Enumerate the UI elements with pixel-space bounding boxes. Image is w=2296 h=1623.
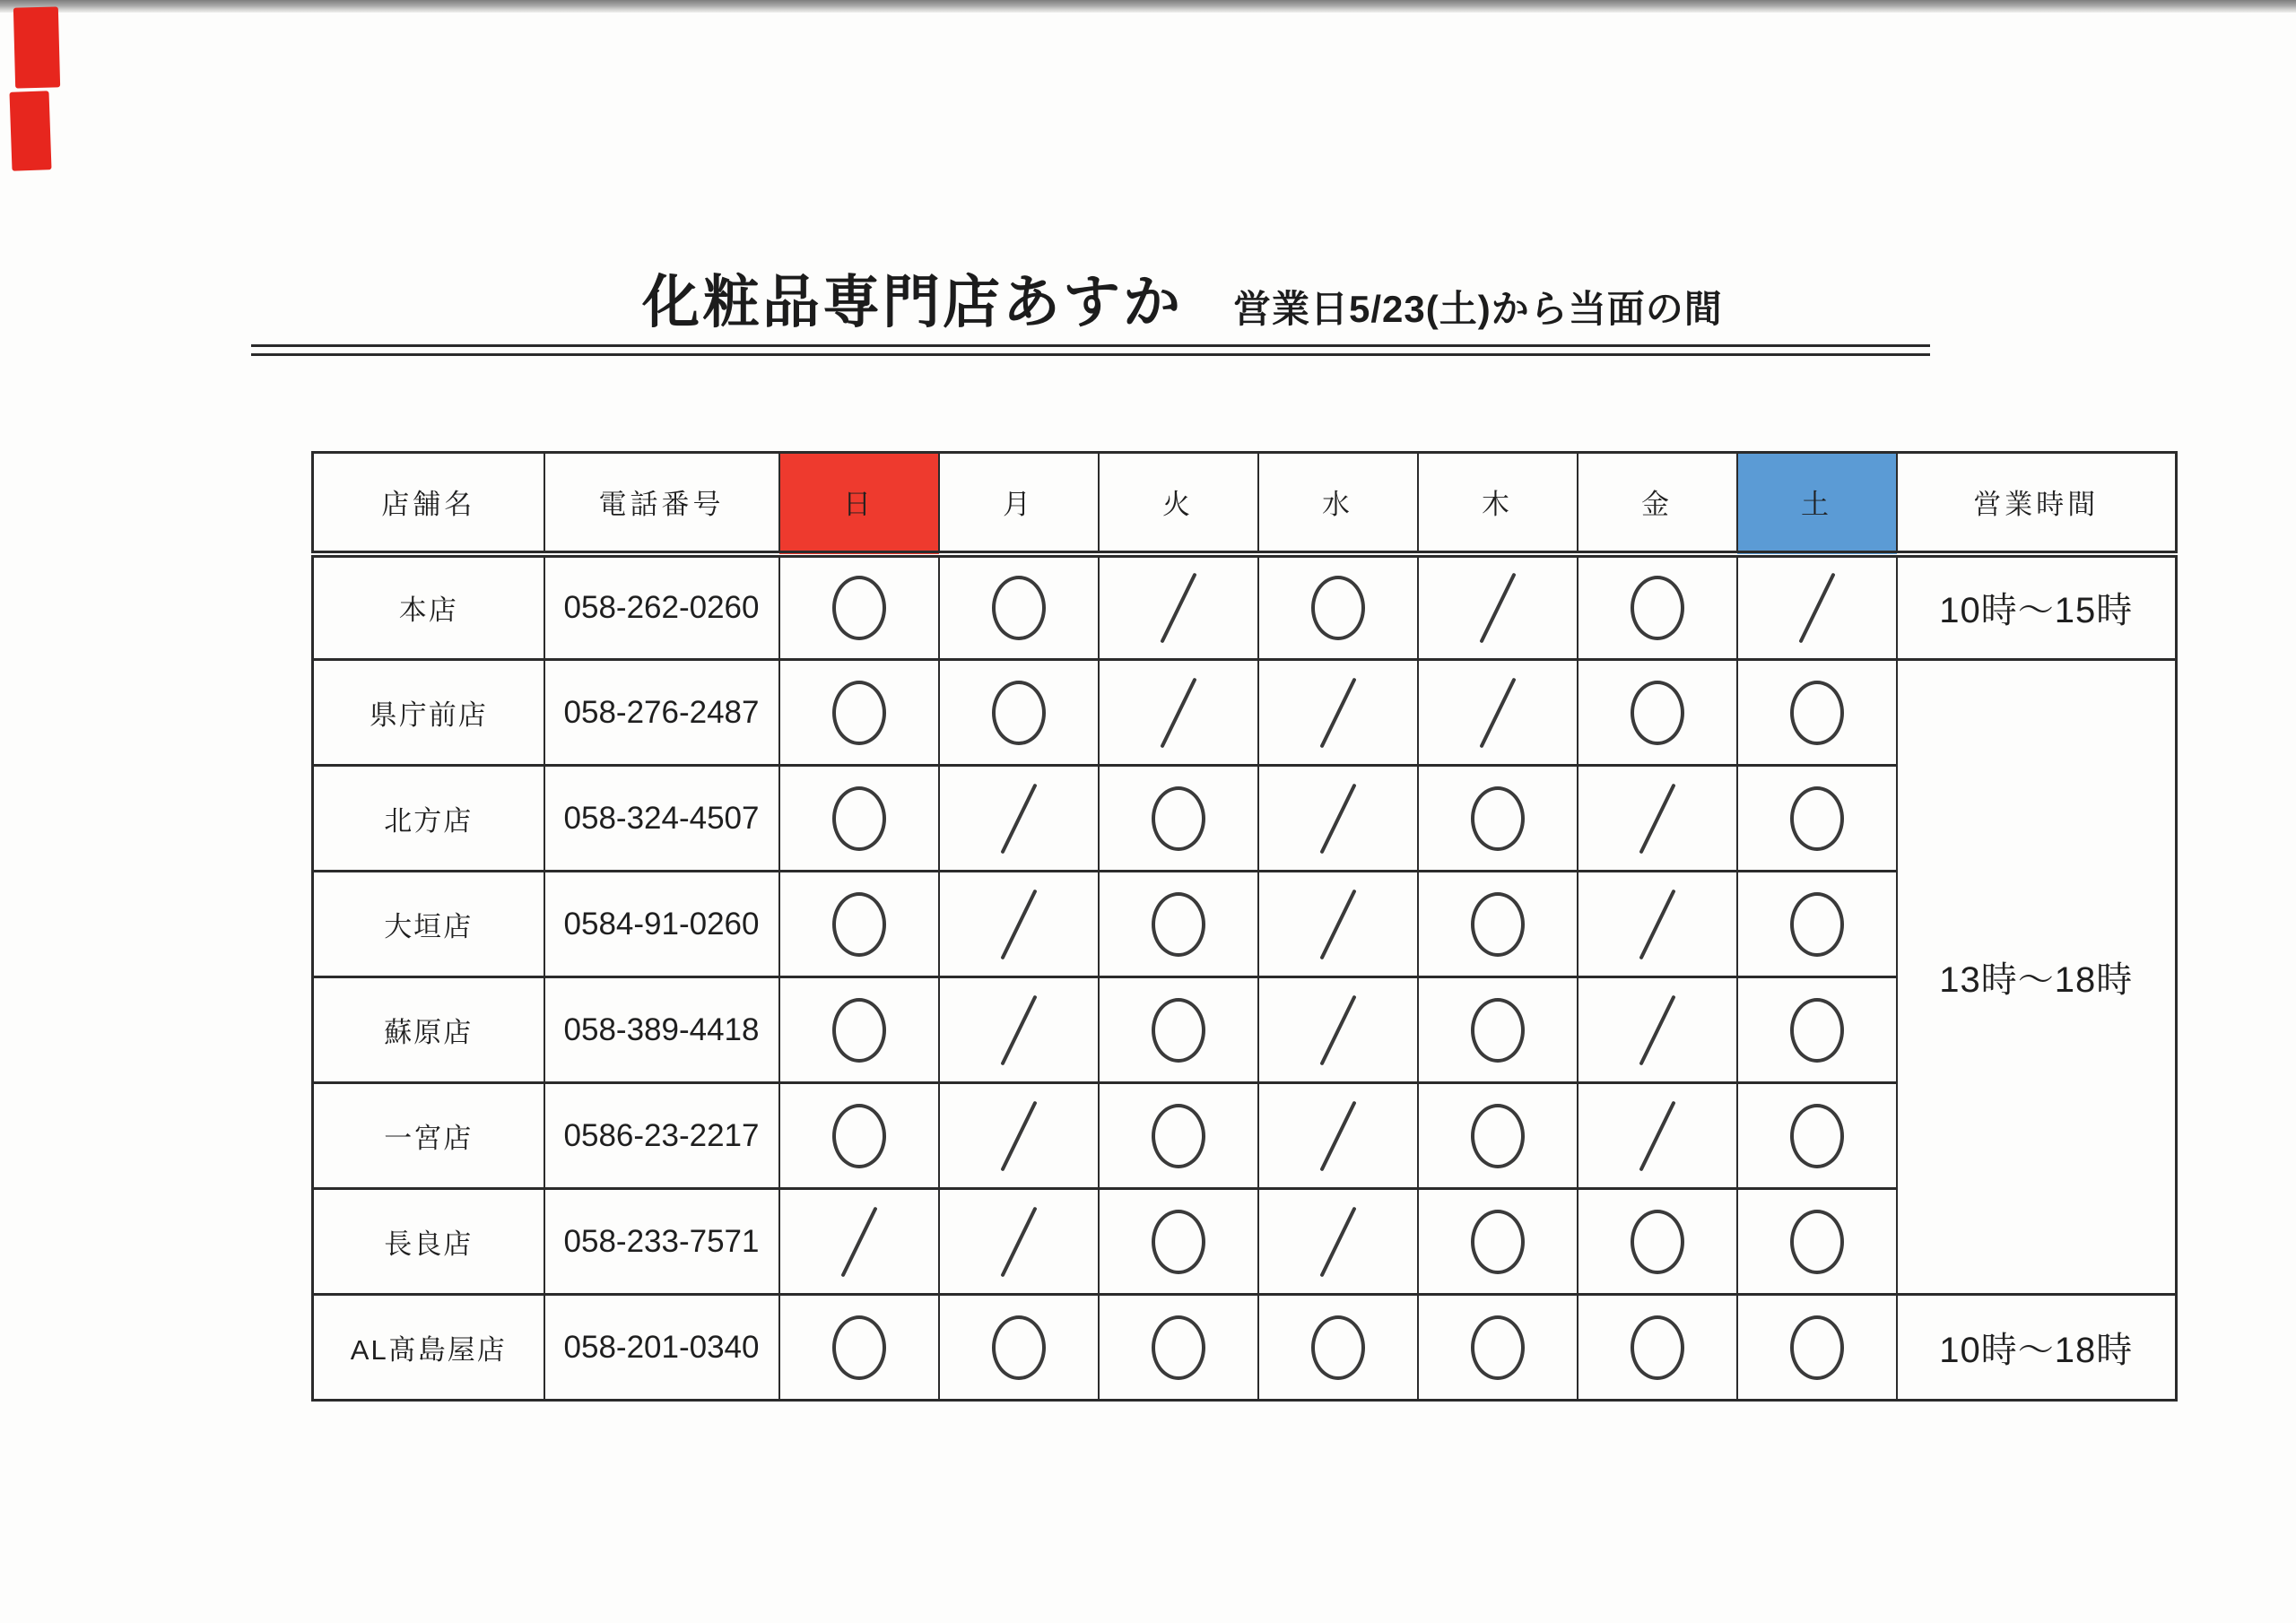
day-status-cell <box>939 660 1099 766</box>
open-circle-mark <box>832 1315 886 1380</box>
open-circle-mark <box>1631 1315 1684 1380</box>
day-status-cell <box>1418 554 1578 660</box>
open-circle-mark <box>832 681 886 745</box>
day-status-cell <box>1099 1083 1258 1189</box>
day-status-cell <box>1737 554 1897 660</box>
closed-slash-mark <box>1000 889 1037 959</box>
open-circle-mark <box>1152 1210 1205 1274</box>
day-status-cell <box>939 1083 1099 1189</box>
header-saturday: 土 <box>1737 453 1897 554</box>
day-status-cell <box>779 1295 939 1401</box>
day-status-cell <box>1099 660 1258 766</box>
closed-slash-mark <box>1160 572 1196 643</box>
day-status-cell <box>1737 1295 1897 1401</box>
store-name-cell: 長良店 <box>313 1189 544 1295</box>
day-status-cell <box>1099 977 1258 1083</box>
open-circle-mark <box>1152 892 1205 957</box>
day-status-cell <box>1578 1189 1737 1295</box>
open-circle-mark <box>1631 681 1684 745</box>
open-circle-mark <box>832 1104 886 1168</box>
closed-slash-mark <box>1639 1100 1675 1171</box>
closed-slash-mark <box>1319 994 1356 1065</box>
day-status-cell <box>1418 977 1578 1083</box>
header-phone: 電話番号 <box>544 453 779 554</box>
day-status-cell <box>1578 1083 1737 1189</box>
closed-slash-mark <box>1479 677 1516 748</box>
phone-number-cell: 058-276-2487 <box>544 660 779 766</box>
store-name-cell: 本店 <box>313 554 544 660</box>
phone-number-cell: 058-201-0340 <box>544 1295 779 1401</box>
day-status-cell <box>1418 1083 1578 1189</box>
header-monday: 月 <box>939 453 1099 554</box>
open-circle-mark <box>1152 1315 1205 1380</box>
store-schedule-table <box>311 451 2178 1402</box>
open-circle-mark <box>1152 786 1205 851</box>
open-circle-mark <box>1790 786 1844 851</box>
open-circle-mark <box>1790 1315 1844 1380</box>
day-status-cell <box>1258 1083 1418 1189</box>
header-wednesday: 水 <box>1258 453 1418 554</box>
day-status-cell <box>779 766 939 872</box>
day-status-cell <box>1418 872 1578 977</box>
day-status-cell <box>1258 766 1418 872</box>
store-name-cell: 北方店 <box>313 766 544 872</box>
day-status-cell <box>1737 766 1897 872</box>
table-body <box>313 554 2177 1401</box>
closed-slash-mark <box>1639 889 1675 959</box>
day-status-cell <box>939 766 1099 872</box>
page-subtitle: 営業日5/23(土)から当面の間 <box>1233 288 1723 330</box>
day-status-cell <box>779 977 939 1083</box>
closed-slash-mark <box>1000 994 1037 1065</box>
phone-number-cell: 0586-23-2217 <box>544 1083 779 1189</box>
day-status-cell <box>1418 660 1578 766</box>
day-status-cell <box>779 1083 939 1189</box>
closed-slash-mark <box>1639 783 1675 854</box>
page-title: 化粧品専門店あすか <box>642 270 1183 334</box>
phone-number-cell: 058-324-4507 <box>544 766 779 872</box>
day-status-cell <box>1258 977 1418 1083</box>
open-circle-mark <box>1790 1210 1844 1274</box>
header-tuesday: 火 <box>1099 453 1258 554</box>
business-hours-cell: 10時〜15時 <box>1897 554 2177 660</box>
day-status-cell <box>1737 1189 1897 1295</box>
closed-slash-mark <box>1319 889 1356 959</box>
table-row <box>313 554 2177 660</box>
closed-slash-mark <box>1160 677 1196 748</box>
header-sunday: 日 <box>779 453 939 554</box>
day-status-cell <box>1099 766 1258 872</box>
day-status-cell <box>1258 872 1418 977</box>
day-status-cell <box>779 554 939 660</box>
phone-number-cell: 058-389-4418 <box>544 977 779 1083</box>
day-status-cell <box>779 1189 939 1295</box>
business-hours-merged-cell: 13時〜18時 <box>1897 660 2177 1295</box>
closed-slash-mark <box>840 1206 877 1277</box>
header-thursday: 木 <box>1418 453 1578 554</box>
day-status-cell <box>1099 554 1258 660</box>
day-status-cell <box>939 977 1099 1083</box>
open-circle-mark <box>1471 1210 1525 1274</box>
document-header <box>642 256 1723 339</box>
store-name-cell: 大垣店 <box>313 872 544 977</box>
closed-slash-mark <box>1000 1206 1037 1277</box>
header-store-name: 店舗名 <box>313 453 544 554</box>
day-status-cell <box>1578 660 1737 766</box>
open-circle-mark <box>1471 786 1525 851</box>
day-status-cell <box>1418 766 1578 872</box>
closed-slash-mark <box>1319 783 1356 854</box>
closed-slash-mark <box>1639 994 1675 1065</box>
day-status-cell <box>939 1295 1099 1401</box>
closed-slash-mark <box>1319 1206 1356 1277</box>
open-circle-mark <box>1790 681 1844 745</box>
closed-slash-mark <box>1319 677 1356 748</box>
header-hours: 営業時間 <box>1897 453 2177 554</box>
open-circle-mark <box>1152 1104 1205 1168</box>
open-circle-mark <box>1790 998 1844 1063</box>
table-row <box>313 660 2177 766</box>
day-status-cell <box>1258 554 1418 660</box>
open-circle-mark <box>1471 998 1525 1063</box>
day-status-cell <box>1578 977 1737 1083</box>
open-circle-mark <box>1311 1315 1365 1380</box>
store-name-cell: 蘇原店 <box>313 977 544 1083</box>
day-status-cell <box>1737 977 1897 1083</box>
open-circle-mark <box>992 681 1046 745</box>
phone-number-cell: 0584-91-0260 <box>544 872 779 977</box>
store-name-cell: AL髙島屋店 <box>313 1295 544 1401</box>
table-header-row <box>313 453 2177 554</box>
phone-number-cell: 058-233-7571 <box>544 1189 779 1295</box>
open-circle-mark <box>1631 1210 1684 1274</box>
open-circle-mark <box>832 998 886 1063</box>
day-status-cell <box>939 1189 1099 1295</box>
open-circle-mark <box>1790 1104 1844 1168</box>
day-status-cell <box>1258 660 1418 766</box>
day-status-cell <box>779 872 939 977</box>
day-status-cell <box>1258 1295 1418 1401</box>
day-status-cell <box>1099 872 1258 977</box>
day-status-cell <box>1099 1189 1258 1295</box>
open-circle-mark <box>1631 576 1684 640</box>
day-status-cell <box>939 872 1099 977</box>
header-friday: 金 <box>1578 453 1737 554</box>
closed-slash-mark <box>1000 1100 1037 1171</box>
day-status-cell <box>939 554 1099 660</box>
closed-slash-mark <box>1479 572 1516 643</box>
open-circle-mark <box>1471 1315 1525 1380</box>
open-circle-mark <box>1790 892 1844 957</box>
red-scan-mark <box>13 6 60 88</box>
open-circle-mark <box>1471 892 1525 957</box>
open-circle-mark <box>1152 998 1205 1063</box>
closed-slash-mark <box>1798 572 1835 643</box>
table-row <box>313 1295 2177 1401</box>
open-circle-mark <box>1471 1104 1525 1168</box>
day-status-cell <box>1418 1189 1578 1295</box>
day-status-cell <box>1737 660 1897 766</box>
day-status-cell <box>1578 872 1737 977</box>
day-status-cell <box>1578 1295 1737 1401</box>
day-status-cell <box>1578 554 1737 660</box>
day-status-cell <box>1737 1083 1897 1189</box>
day-status-cell <box>1418 1295 1578 1401</box>
open-circle-mark <box>832 576 886 640</box>
open-circle-mark <box>832 892 886 957</box>
closed-slash-mark <box>1000 783 1037 854</box>
store-name-cell: 県庁前店 <box>313 660 544 766</box>
open-circle-mark <box>992 1315 1046 1380</box>
day-status-cell <box>1099 1295 1258 1401</box>
open-circle-mark <box>832 786 886 851</box>
open-circle-mark <box>1311 576 1365 640</box>
title-underline <box>251 344 1930 356</box>
closed-slash-mark <box>1319 1100 1356 1171</box>
open-circle-mark <box>992 576 1046 640</box>
store-name-cell: 一宮店 <box>313 1083 544 1189</box>
scan-edge-artifact <box>0 0 2296 13</box>
day-status-cell <box>1578 766 1737 872</box>
business-hours-cell: 10時〜18時 <box>1897 1295 2177 1401</box>
day-status-cell <box>779 660 939 766</box>
phone-number-cell: 058-262-0260 <box>544 554 779 660</box>
red-scan-mark <box>9 91 51 170</box>
day-status-cell <box>1737 872 1897 977</box>
day-status-cell <box>1258 1189 1418 1295</box>
